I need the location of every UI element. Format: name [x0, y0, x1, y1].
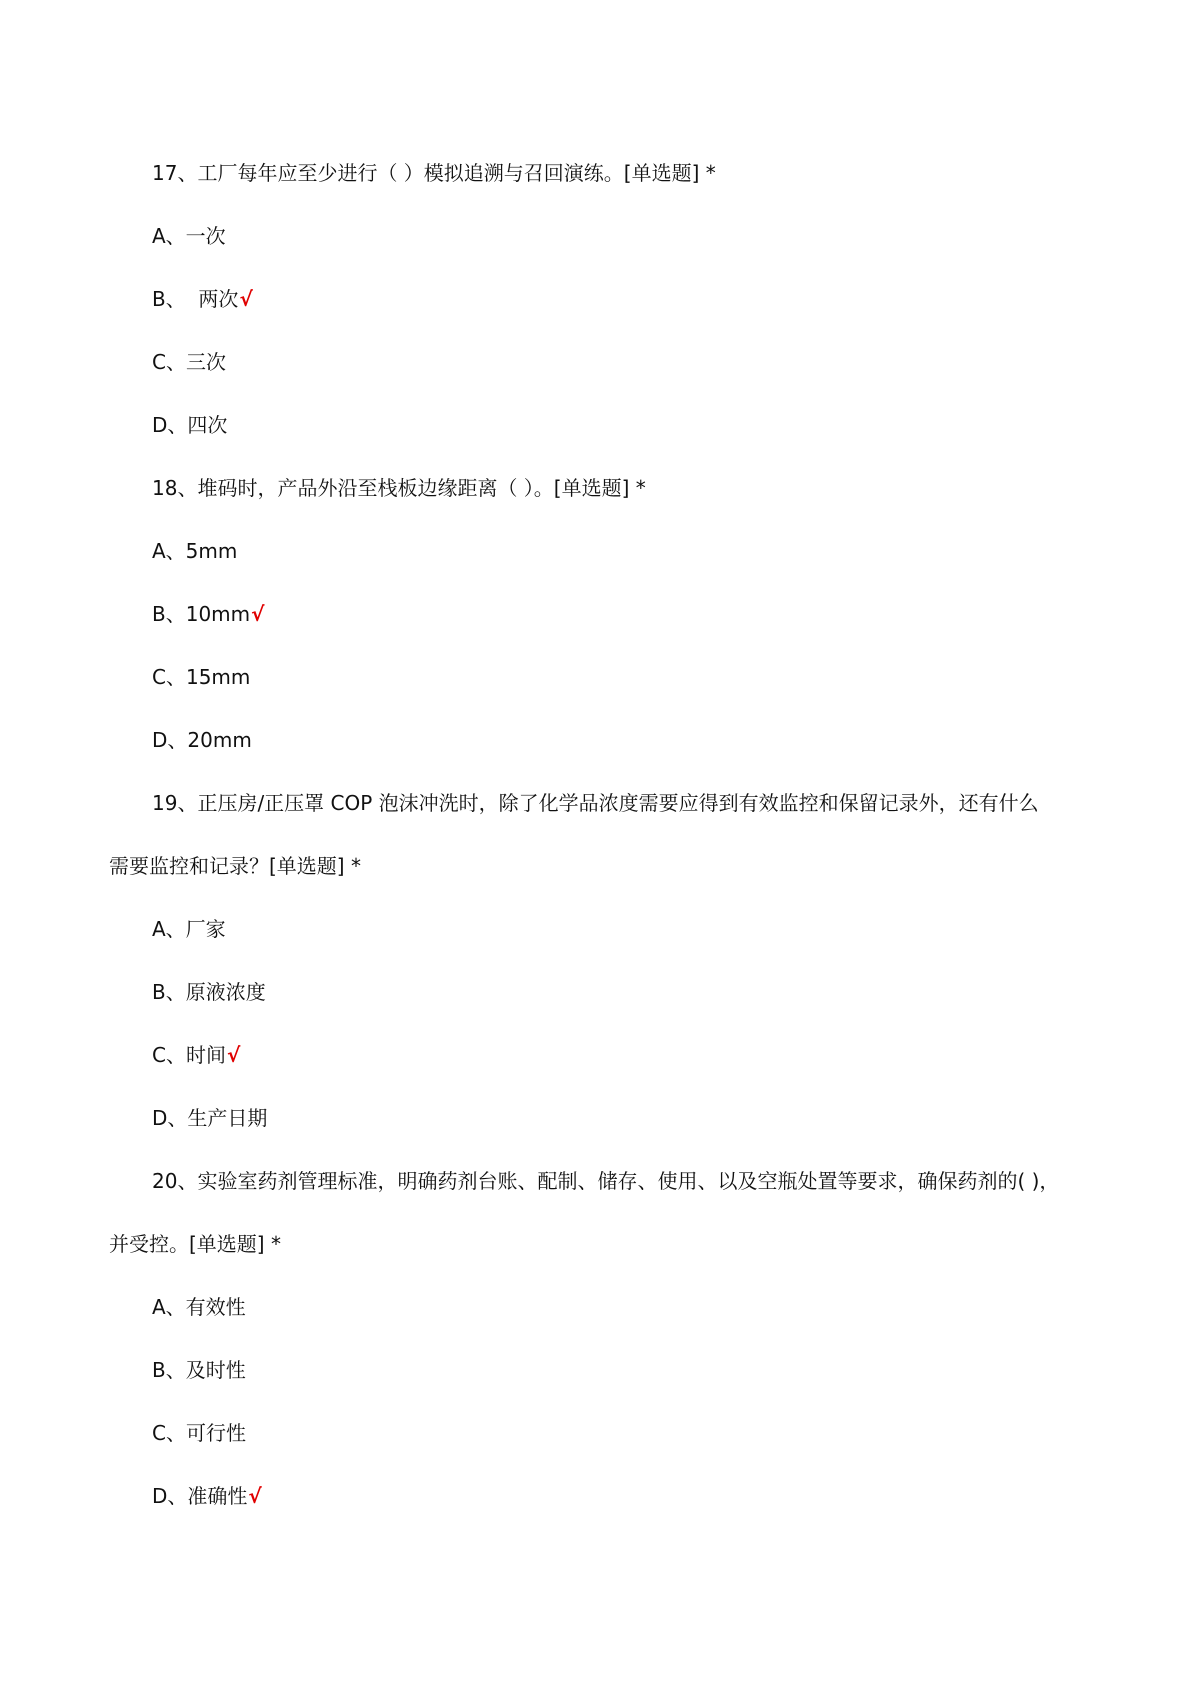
option-d — [109, 709, 1089, 772]
option-label: C、可行性 — [152, 1421, 246, 1445]
correct-check-icon: √ — [248, 1484, 262, 1508]
question-text: 17、工厂每年应至少进行（ ）模拟追溯与召回演练。[单选题] * — [152, 161, 716, 185]
option-b — [109, 961, 1089, 1024]
option-d — [109, 1465, 1089, 1528]
option-label: D、四次 — [152, 413, 228, 437]
question-20 — [109, 1150, 1089, 1528]
option-b — [109, 1339, 1089, 1402]
option-label: B、原液浓度 — [152, 980, 266, 1004]
option-label: A、有效性 — [152, 1295, 246, 1319]
option-d — [109, 1087, 1089, 1150]
question-text-continued: 需要监控和记录？[单选题] * — [109, 854, 361, 878]
question-text: 18、堆码时，产品外沿至栈板边缘距离（ ）。[单选题] * — [152, 476, 646, 500]
option-label: C、三次 — [152, 350, 226, 374]
question-18 — [109, 457, 1089, 772]
option-a — [109, 1276, 1089, 1339]
correct-check-icon: √ — [239, 287, 253, 311]
option-label: A、5mm — [152, 539, 238, 563]
option-c — [109, 646, 1089, 709]
option-label: C、15mm — [152, 665, 251, 689]
option-label: A、厂家 — [152, 917, 226, 941]
question-text: 20、实验室药剂管理标准，明确药剂台账、配制、储存、使用、以及空瓶处置等要求，确保药剂的( )， — [152, 1169, 1060, 1193]
option-label: D、准确性 — [152, 1484, 248, 1508]
option-b — [109, 583, 1089, 646]
option-c — [109, 1024, 1089, 1087]
question-list — [109, 142, 1089, 1528]
question-text: 19、正压房/正压罩 COP 泡沫冲洗时，除了化学品浓度需要应得到有效监控和保留记录外，还有什么 — [152, 791, 1039, 815]
option-d — [109, 394, 1089, 457]
correct-check-icon: √ — [226, 1043, 241, 1067]
option-label: A、一次 — [152, 224, 226, 248]
correct-check-icon: √ — [251, 602, 265, 626]
option-label: D、生产日期 — [152, 1106, 268, 1130]
option-a — [109, 520, 1089, 583]
option-label: B、10mm — [152, 602, 251, 626]
option-label: C、时间 — [152, 1043, 226, 1067]
option-a — [109, 205, 1089, 268]
option-a — [109, 898, 1089, 961]
question-17 — [109, 142, 1089, 457]
option-label: D、20mm — [152, 728, 252, 752]
question-text-continued: 并受控。[单选题] * — [109, 1232, 281, 1256]
option-c — [109, 1402, 1089, 1465]
option-label: B、 两次 — [152, 287, 239, 311]
option-label: B、及时性 — [152, 1358, 246, 1382]
question-19 — [109, 772, 1089, 1150]
option-c — [109, 331, 1089, 394]
option-b — [109, 268, 1089, 331]
